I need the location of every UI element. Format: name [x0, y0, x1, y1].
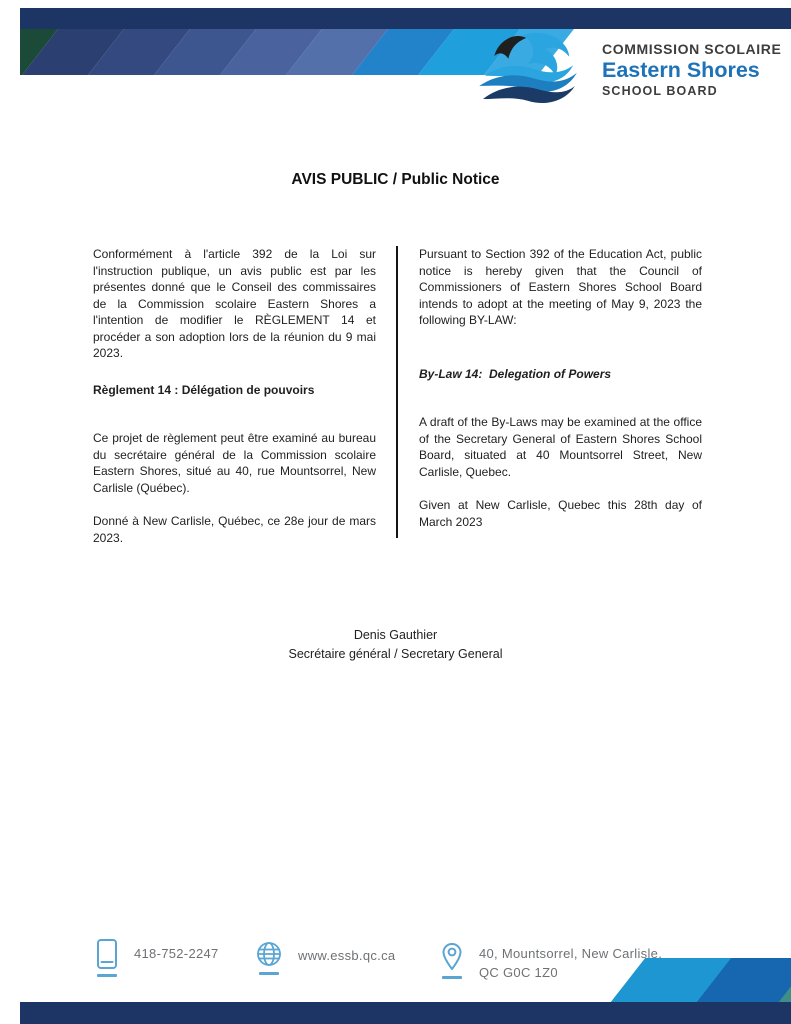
french-bylaw-heading: Règlement 14 : Délégation de pouvoirs — [93, 382, 315, 397]
footer-phone-number: 418-752-2247 — [134, 946, 219, 961]
location-pin-icon — [440, 942, 464, 972]
footer-website-url: www.essb.qc.ca — [298, 948, 396, 963]
phone-icon-wrap — [95, 938, 119, 977]
footer-phone-item — [95, 938, 219, 977]
english-paragraph-3: Given at New Carlisle, Quebec this 28th day of March 2023 — [419, 498, 702, 529]
logo-text-block — [602, 41, 781, 98]
footer-address-line-2: QC G0C 1Z0 — [479, 965, 558, 980]
french-paragraph-2: Ce projet de règlement peut être examiné au bureau du secrétaire général de la Commission scolaire Eastern Shores, situé au 40, rue Mountsorrel, New Carlisle (Québec). — [93, 431, 376, 495]
header-top-bar — [20, 8, 791, 29]
french-paragraph-1: Conformément à l'article 392 de la Loi sur l'instruction publique, un avis public est par les présentes donné que le Conseil des commissaires de la Commission scolaire Eastern Shores a l'intention de modifier le RÈGLEMENT 14 et procéder a son adoption lors de la réunion du 9 mai 2023. — [93, 247, 376, 360]
school-board-logo — [468, 30, 781, 108]
footer-website-item — [255, 940, 395, 975]
globe-icon-underline — [259, 972, 279, 975]
pin-icon-underline — [442, 976, 462, 979]
pin-icon-wrap — [440, 942, 464, 979]
footer-address-line-1: 40, Mountsorrel, New Carlisle, — [479, 946, 663, 961]
french-paragraph-3: Donné à New Carlisle, Québec, ce 28e jour de mars 2023. — [93, 514, 376, 545]
english-paragraph-2: A draft of the By-Laws may be examined at the office of the Secretary General of Eastern Shores School Board, situated at 40 Mountsorrel Street, New Carlisle, Quebec. — [419, 415, 702, 479]
footer-decoration — [616, 958, 791, 1002]
english-paragraph-1: Pursuant to Section 392 of the Education Act, public notice is hereby given that the Council of Commissioners of Eastern Shores School Board intends to adopt at the meeting of May 9, 2023 the following BY-LAW: — [419, 247, 702, 327]
logo-school-board-label: SCHOOL BOARD — [602, 83, 718, 98]
globe-icon — [255, 940, 283, 968]
english-column — [419, 246, 702, 530]
footer-bottom-bar — [20, 1002, 791, 1024]
phone-icon-underline — [97, 974, 117, 977]
english-bylaw-heading: By-Law 14: Delegation of Powers — [419, 366, 612, 381]
phone-icon — [95, 938, 119, 970]
logo-commission-scolaire-label: COMMISSION SCOLAIRE — [602, 40, 782, 57]
french-column — [93, 246, 376, 546]
page-title: AVIS PUBLIC / Public Notice — [291, 171, 500, 188]
column-divider — [396, 246, 398, 538]
signature-name: Denis Gauthier — [353, 628, 438, 642]
wave-logo-icon — [468, 30, 590, 108]
signature-title: Secrétaire général / Secretary General — [288, 647, 503, 661]
signature-block — [0, 626, 791, 664]
logo-eastern-shores-label: Eastern Shores — [602, 57, 760, 82]
globe-icon-wrap — [255, 940, 283, 975]
